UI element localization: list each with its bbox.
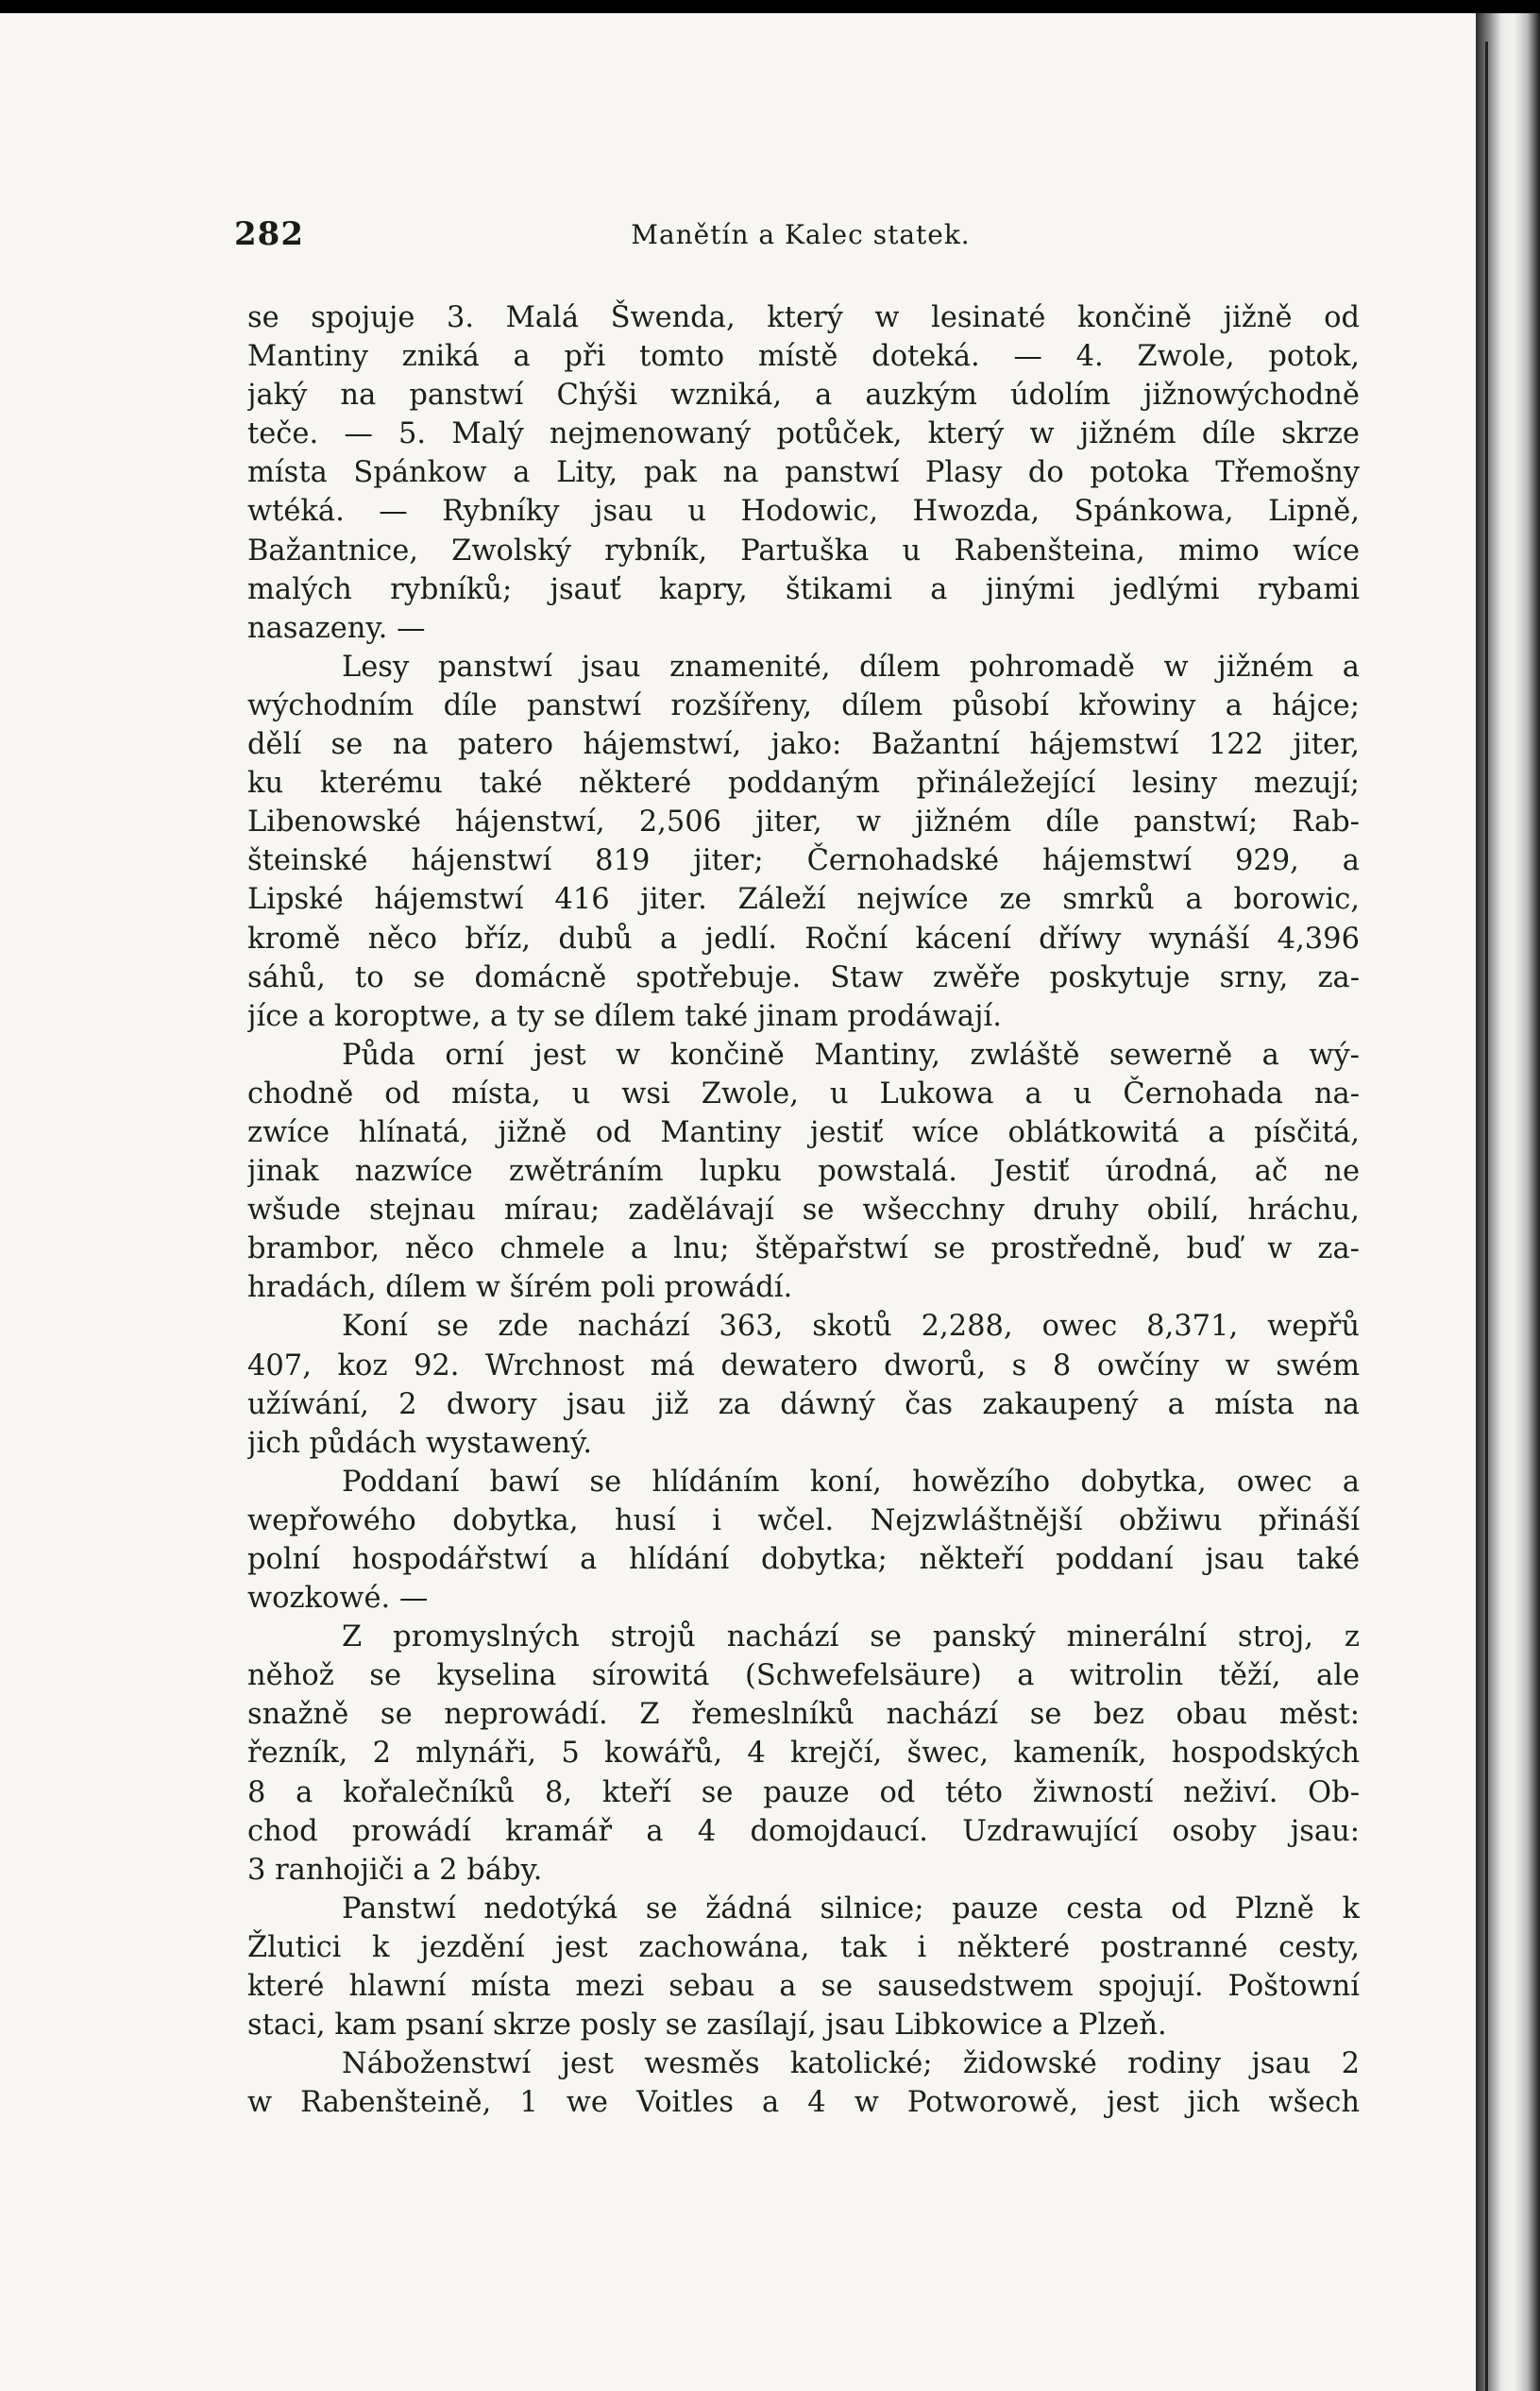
text-line: se spojuje 3. Malá Šwenda, který w lesinaté končině jižně od xyxy=(247,301,1360,334)
text-line: wepřowého dobytka, husí i wčel. Nejzwláštnější obžiwu přináší xyxy=(247,1503,1360,1537)
text-line: šteinské hájenstwí 819 jiter; Černohadské hájemstwí 929, a xyxy=(247,844,1360,878)
text-line: chodně od místa, u wsi Zwole, u Lukowa a u Černohada na- xyxy=(247,1077,1360,1111)
text-line: sáhů, to se domácně spotřebuje. Staw zwěře poskytuje srny, za- xyxy=(247,960,1360,994)
text-line: jaký na panstwí Chýši wzniká, a auzkým údolím jižnowýchodně xyxy=(247,379,1360,413)
text-line: užíwání, 2 dwory jsau již za dáwný čas zakaupený a místa na xyxy=(247,1387,1360,1421)
text-line: 407, koz 92. Wrchnost má dewatero dworů, s 8 owčíny w swém xyxy=(247,1348,1360,1382)
text-line: teče. — 5. Malý nejmenowaný potůček, který w jižném díle skrze xyxy=(247,417,1360,451)
text-line: w Rabenšteině, 1 we Voitles a 4 w Potworowě, jest jich wšech xyxy=(247,2086,1360,2120)
text-line: jinak nazwíce zwětráním lupku powstalá. Jestiť úrodná, ač ne xyxy=(247,1155,1360,1189)
text-line: řezník, 2 mlynáři, 5 kowářů, 4 krejčí, šwec, kameník, hospodských xyxy=(247,1737,1360,1771)
text-line: chod prowádí kramář a 4 domojdaucí. Uzdrawující osoby jsau: xyxy=(247,1814,1360,1848)
text-line: Půda orní jest w končině Mantiny, zwláště sewerně a wý- xyxy=(342,1038,1360,1072)
text-line: Panstwí nedotýká se žádná silnice; pauze cesta od Plzně k xyxy=(342,1891,1360,1925)
text-line: Koní se zde nachází 363, skotů 2,288, owec 8,371, wepřů xyxy=(342,1310,1360,1344)
text-line: Žlutici k jezdění jest zachowána, tak i některé postranné cesty, xyxy=(247,1930,1360,1964)
text-line: Lesy panstwí jsau znamenité, dílem pohromadě w jižném a xyxy=(342,650,1360,684)
text-line: Bažantnice, Zwolský rybník, Partuška u Rabenšteina, mimo wíce xyxy=(247,534,1360,568)
text-line: Lipské hájemstwí 416 jiter. Záleží nejwíce ze smrků a borowic, xyxy=(247,883,1360,917)
text-line: Náboženstwí jest wesměs katolické; židowské rodiny jsau 2 xyxy=(342,2047,1360,2081)
text-line: kromě něco bříz, dubů a jedlí. Roční kácení dříwy wynáší 4,396 xyxy=(247,922,1360,956)
text-line: polní hospodářstwí a hlídání dobytka; někteří poddaní jsau také xyxy=(247,1543,1360,1576)
text-line: Mantiny zniká a při tomto místě doteká. — 4. Zwole, potok, xyxy=(247,340,1360,374)
body-text xyxy=(247,298,1360,2122)
text-line: Libenowské hájenstwí, 2,506 jiter, w jižném díle panstwí; Rab- xyxy=(247,805,1360,839)
text-line: Poddaní bawí se hlídáním koní, howězího dobytka, owec a xyxy=(342,1465,1360,1499)
page-header xyxy=(234,215,1367,253)
text-line: wtéká. — Rybníky jsau u Hodowic, Hwozda, Spánkowa, Lipně, xyxy=(247,495,1360,529)
text-line: místa Spánkow a Lity, pak na panstwí Plasy do potoka Třemošny xyxy=(247,456,1360,490)
text-line: wšude stejnau mírau; zadělávají se wšecchny druhy obilí, hráchu, xyxy=(247,1194,1360,1228)
text-line: 8 a kořalečníků 8, kteří se pauze od této žiwností neživí. Ob- xyxy=(247,1775,1360,1809)
text-line: Z promyslných strojů nachází se panský minerální stroj, z xyxy=(342,1620,1360,1654)
text-line: brambor, něco chmele a lnu; štěpařstwí se prostředně, buď w za- xyxy=(247,1232,1360,1266)
text-line: snažně se neprowádí. Z řemeslníků nachází se bez obau měst: xyxy=(247,1698,1360,1732)
text-line: něhož se kyselina sírowitá (Schwefelsäure) a witrolin těží, ale xyxy=(247,1659,1360,1693)
text-line: staci, kam psaní skrze posly se zasílají, jsau Libkowice a Plzeň. xyxy=(247,2009,1167,2043)
text-line: ku kterému také některé poddaným přináležející lesiny mezují; xyxy=(247,767,1360,801)
spine-edge-line xyxy=(1485,42,1488,2391)
text-line: zwíce hlínatá, jižně od Mantiny jestiť wíce oblátkowitá a písčitá, xyxy=(247,1115,1360,1149)
text-line: nasazeny. — xyxy=(247,611,426,645)
running-title: Manětín a Kalec statek. xyxy=(631,219,971,250)
text-line: dělí se na patero hájemstwí, jako: Bažantní hájemstwí 122 jiter, xyxy=(247,728,1360,762)
text-line: hradách, dílem w šírém poli prowádí. xyxy=(247,1271,793,1305)
text-line: jich půdách wystawený. xyxy=(247,1426,593,1460)
book-spine xyxy=(1476,13,1540,2391)
text-line: 3 ranhojiči a 2 báby. xyxy=(247,1853,543,1887)
text-line: které hlawní místa mezi sebau a se sausedstwem spojují. Poštowní xyxy=(247,1970,1360,2004)
page-number: 282 xyxy=(234,215,304,253)
text-line: jíce a koroptwe, a ty se dílem také jinam prodáwají. xyxy=(247,999,1002,1033)
text-line: wýchodním díle panstwí rozšířeny, dílem působí křowiny a hájce; xyxy=(247,688,1360,722)
text-line: wozkowé. — xyxy=(247,1582,429,1616)
text-line: malých rybníků; jsauť kapry, štikami a jinými jedlými rybami xyxy=(247,572,1360,606)
